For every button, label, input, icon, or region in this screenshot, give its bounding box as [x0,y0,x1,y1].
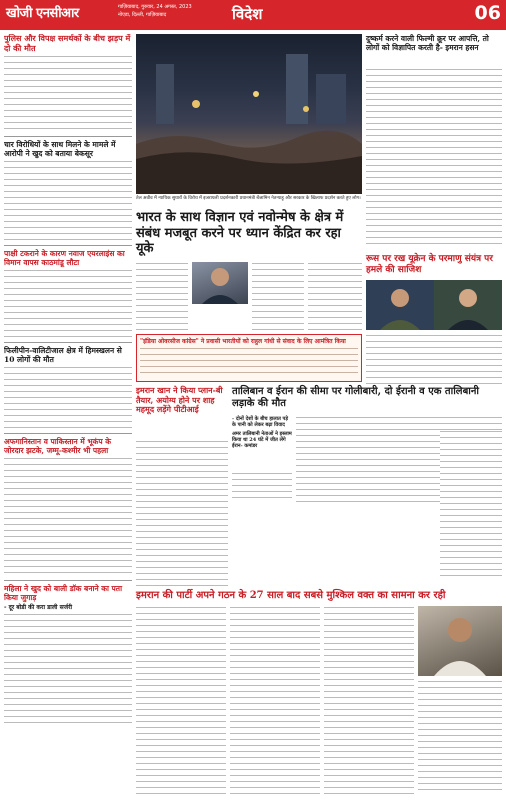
taliban-point-1: - दोनों देशों के बीच हालात पड़े के पानी को लेकर बढ़ा विवाद [232,416,289,428]
divider [4,433,132,434]
left-headline-4: फिलीपीन-वालिटीजाल क्षेत्र में हिमस्खलन से 10 लोगों की मौत [4,346,122,365]
left-headline-6: महिला ने खुद को बाली डॉक बनाने का पता किया जुगाड़ [4,584,123,603]
lead-body-col1 [136,262,188,332]
lead-body [136,262,362,332]
crowd-illustration [136,34,362,194]
section-title: विदेश [232,5,263,23]
left-headline-5: अफगानिस्तान व पाकिस्तान में भूकंप के जोरदार झटके, जम्मू-कश्मीर भी पहला [4,437,112,456]
portrait-icon [418,606,502,676]
page-number: 06 [474,2,501,24]
left-subheadline-6: - दूर बोडी की करा डाली सर्जरी [4,604,73,612]
imran-body [136,440,228,588]
bottom-body-2 [230,606,320,794]
right-headline-1: दुष्कर्म करने वाली फिल्मी क्रूर पर आपत्ति, तो लोगों को विज्ञापित करती है- इमरान हसन [366,34,489,52]
left-headline-2: चार विरोधियों के साथ मिलने के मामले में आरोपी ने खुद को बताया बेकसूर [4,140,116,159]
lead-body-col2 [252,262,304,332]
left-body-4 [4,366,132,430]
photo-caption: तेल अवीव में न्यायिक सुधारों के विरोध में इजरायली प्रदर्शनकारी प्रधानमंत्री बेंजामिन नेतन्याहू और सरकार के खिलाफ प्रदर्शन करते हुए लोग। [136,196,361,201]
bottom-headline: इमरान की पार्टी अपने गठन के 27 साल बाद सबसे मुश्किल वक्त का सामना कर रही [136,590,446,601]
left-column [4,34,132,796]
left-body-6 [4,613,132,723]
rishi-sunak-photo [192,262,248,304]
quote-box [136,334,362,382]
newspaper-logo: खोजी एनसीआर [6,6,79,21]
right-body-2 [366,334,502,384]
left-body-5 [4,457,132,577]
right-lead-headline: रूस पर रख यूक्रेन के परमाणु संयंत्र पर हमले की साजिश [366,254,493,275]
taliban-body-lower [232,472,292,502]
edition-date: गाज़ियाबाद, गुरुवार, 24 अगस्त, 2023 [118,4,192,10]
quote-box-headline: "इंडिया ओवरसीज कांग्रेस" ने प्रवासी भारतीयों को राहुल गांधी से संवाद के लिए आमंत्रित किया [140,338,346,345]
left-body-1 [4,55,132,133]
bottom-body-4 [418,680,502,794]
portrait-pair-icon [366,280,502,330]
divider [4,342,132,343]
right-body-1 [366,68,502,248]
left-body-2 [4,160,132,242]
taliban-point-2: अमर तालिबानी नेताओं ने इस्लाम किया था 24 घंटे में जीत लेंगे ईरान- कमांडर [232,431,292,449]
protest-photo [136,34,362,194]
edition-sub: नोएडा, दिल्ली, गाज़ियाबाद [118,12,167,18]
left-headline-1: पुलिस और विपक्ष समर्थकों के बीच झड़प में दो की मौत [4,34,131,53]
left-body-3 [4,269,132,339]
quote-box-body [140,347,358,375]
portrait-icon [192,262,248,304]
left-headline-3: पाक्षी टकराने के कारण नवाज एयरलाइंस का विमान वापस काठमांडू लौटा [4,249,125,268]
masthead [0,0,506,30]
right-body-3 [440,430,502,580]
divider [4,245,132,246]
zelensky-putin-photo [366,280,502,330]
taliban-points [232,416,292,449]
lead-body-col3 [308,262,362,332]
divider [4,136,132,137]
divider [4,580,132,581]
imran-khan-photo [418,606,502,676]
imran-headline: इमरान खान ने किया प्लान-बी तैयार, अयोग्य होने पर शाह महमूद लड़ेंगे पीटीआई [136,385,223,415]
taliban-headline: तालिबान व ईरान की सीमा पर गोलीबारी, दो ईरानी व एक तालिबानी लड़ाके की मौत [232,386,480,409]
lead-headline: भारत के साथ विज्ञान एवं नवोन्मेष के क्षेत्र में संबंध मजबूत करने पर ध्यान केंद्रित कर रहा यूके [136,210,344,257]
bottom-body-1 [136,606,226,794]
bottom-body-3 [324,606,414,794]
